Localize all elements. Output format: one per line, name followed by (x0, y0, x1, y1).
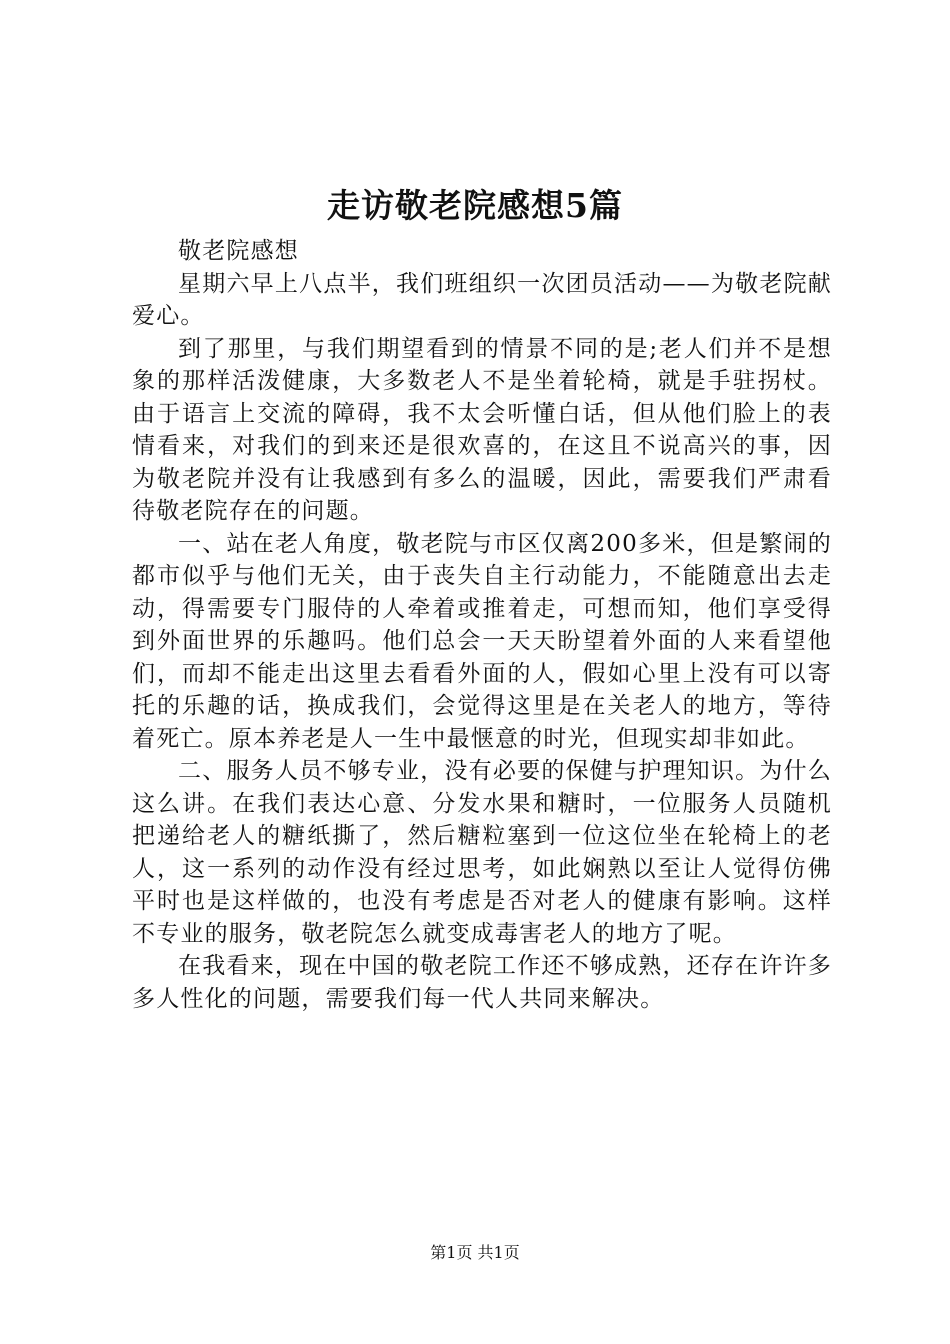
paragraph: 二、服务人员不够专业，没有必要的保健与护理知识。为什么这么讲。在我们表达心意、分发水果和糖时，一位服务人员随机把递给老人的糖纸撕了，然后糖粒塞到一位这位坐在轮椅上的老人，这一系列的动作没有经过思考，如此娴熟以至让人觉得仿佛平时也是这样做的，也没有考虑是否对老人的健康有影响。这样不专业的服务，敬老院怎么就变成毒害老人的地方了呢。 (132, 758, 832, 947)
paragraph-subtitle: 敬老院感想 (178, 238, 299, 264)
document-title: 走访敬老院感想5篇 (327, 186, 623, 225)
paragraph: 一、站在老人角度，敬老院与市区仅离200多米，但是繁闹的都市似乎与他们无关，由于丧失自主行动能力，不能随意出去走动，得需要专门服侍的人牵着或推着走，可想而知，他们享受得到外面世界的乐趣吗。他们总会一天天盼望着外面的人来看望他们，而却不能走出这里去看看外面的人，假如心里上没有可以寄托的乐趣的话，换成我们，会觉得这里是在关老人的地方，等待着死亡。原本养老是人一生中最惬意的时光，但现实却非如此。 (132, 530, 832, 752)
paragraph: 到了那里，与我们期望看到的情景不同的是;老人们并不是想象的那样活泼健康，大多数老人不是坐着轮椅，就是手驻拐杖。由于语言上交流的障碍，我不太会听懂白话，但从他们脸上的表情看来，对我们的到来还是很欢喜的，在这且不说高兴的事，因为敬老院并没有让我感到有多么的温暖，因此，需要我们严肃看待敬老院存在的问题。 (132, 335, 832, 524)
document-body (132, 235, 832, 1015)
paragraph: 在我看来，现在中国的敬老院工作还不够成熟，还存在许许多多人性化的问题，需要我们每一代人共同来解决。 (132, 953, 832, 1012)
paragraph: 星期六早上八点半，我们班组织一次团员活动——为敬老院献爱心。 (132, 270, 832, 329)
page-footer: 第1页 共1页 (430, 1243, 520, 1262)
